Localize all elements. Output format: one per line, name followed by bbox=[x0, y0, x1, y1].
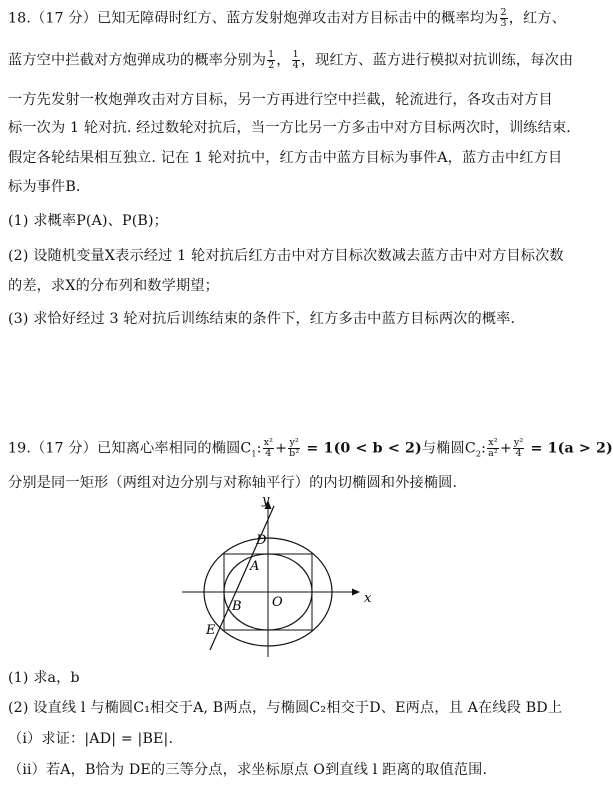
q19-text: 19.（17 分）已知离心率相同的椭圆C bbox=[8, 440, 252, 457]
fraction-one-quarter: $\frac{1}{4}$ bbox=[292, 49, 299, 71]
fraction-x2-over-4: $\frac{\text{x²}}{4}$ bbox=[263, 437, 274, 459]
q19-part-2i: （ⅰ）求证：|AD| = |BE|. bbox=[8, 731, 174, 747]
label-e: E bbox=[206, 623, 216, 638]
x-axis-arrow bbox=[352, 589, 360, 596]
q19-text: : bbox=[256, 440, 262, 457]
fraction-one-half: $\frac{1}{2}$ bbox=[268, 49, 275, 71]
q19-part-2: (2) 设直线 l 与椭圆C₁相交于A, B两点，与椭圆C₂相交于D、E两点，且 A在线段 BD上 bbox=[8, 700, 563, 716]
q19-part-2ii: （ⅱ）若A，B恰为 DE的三等分点，求坐标原点 O到直线 l 距离的取值范围. bbox=[8, 762, 488, 778]
subscript: 1 bbox=[251, 449, 257, 459]
q19-line-1: 19.（17 分）已知离心率相同的椭圆$C_1$: $\frac{\text{x²}}{4}$ + $\frac{\text{y²}}{\text{b²}}$ = 1(0 < b < 2)与椭圆$C_2$: $\frac{\text{x²}}{\text{a²}}$ + $\frac{\text{y²}}{4}$ = 1(a > 2) bbox=[8, 437, 613, 459]
q18-line-5: 假定各轮结果相互独立. 记在 1 轮对抗中，红方击中蓝方目标为事件A，蓝方击中红方目 bbox=[8, 150, 563, 166]
q18-part-1: (1) 求概率P(A)、P(B)； bbox=[8, 213, 168, 229]
q18-text: ，红方、 bbox=[508, 10, 567, 27]
ellipse-figure bbox=[180, 492, 380, 662]
fraction-x2-over-a2: $\frac{\text{x²}}{\text{a²}}$ bbox=[488, 437, 498, 459]
q18-line-6: 标为事件B. bbox=[8, 179, 81, 195]
q18-text: 18.（17 分）已知无障碍时红方、蓝方发射炮弹攻击对方目标击中的概率均为 bbox=[8, 10, 499, 27]
label-x: x bbox=[364, 591, 372, 606]
q19-part-1: (1) 求a，b bbox=[8, 670, 80, 686]
label-a: A bbox=[250, 559, 260, 574]
q18-text: ， bbox=[276, 52, 291, 69]
q19-text: = 1(a > 2) bbox=[525, 440, 613, 457]
q18-part-2b: 的差，求X的分布列和数学期望； bbox=[8, 278, 219, 294]
q18-text: ，现红方、蓝方进行模拟对抗训练，每次由 bbox=[300, 52, 574, 69]
fraction-y2-over-4: $\frac{\text{y²}}{4}$ bbox=[513, 437, 524, 459]
q18-line-2 bbox=[8, 50, 573, 71]
label-y: y bbox=[262, 493, 270, 508]
q19-text: = 1(0 < b < 2) bbox=[301, 440, 422, 457]
subscript: 2 bbox=[475, 449, 482, 459]
q18-part-2a: (2) 设随机变量X表示经过 1 轮对抗后红方击中对方目标次数减去蓝方击中对方目标次数 bbox=[8, 248, 564, 264]
q18-part-3: (3) 求恰好经过 3 轮对抗后训练结束的条件下，红方多击中蓝方目标两次的概率. bbox=[8, 311, 516, 327]
line-l bbox=[210, 506, 274, 650]
q18-line-3: 一方先发射一枚炮弹攻击对方目标，另一方再进行空中拦截，轮流进行，各攻击对方目 bbox=[8, 92, 553, 108]
label-d: D bbox=[256, 533, 267, 548]
q19-text: : bbox=[481, 440, 487, 457]
q18-text: 蓝方空中拦截对方炮弹成功的概率分别为 bbox=[8, 52, 267, 69]
label-origin: O bbox=[272, 595, 283, 610]
q18-line-4: 标一次为 1 轮对抗. 经过数轮对抗后，当一方比另一方多击中对方目标两次时，训练结束. bbox=[8, 120, 571, 136]
fraction-two-thirds: $\frac{2}{3}$ bbox=[500, 7, 507, 29]
q19-line-2: 分别是同一矩形（两组对边分别与对称轴平行）的内切椭圆和外接椭圆. bbox=[8, 475, 458, 491]
q18-line-1 bbox=[8, 8, 566, 29]
label-b: B bbox=[232, 599, 242, 614]
q19-text: 与椭圆C bbox=[421, 440, 476, 457]
fraction-y2-over-b2: $\frac{\text{y²}}{\text{b²}}$ bbox=[289, 437, 300, 459]
